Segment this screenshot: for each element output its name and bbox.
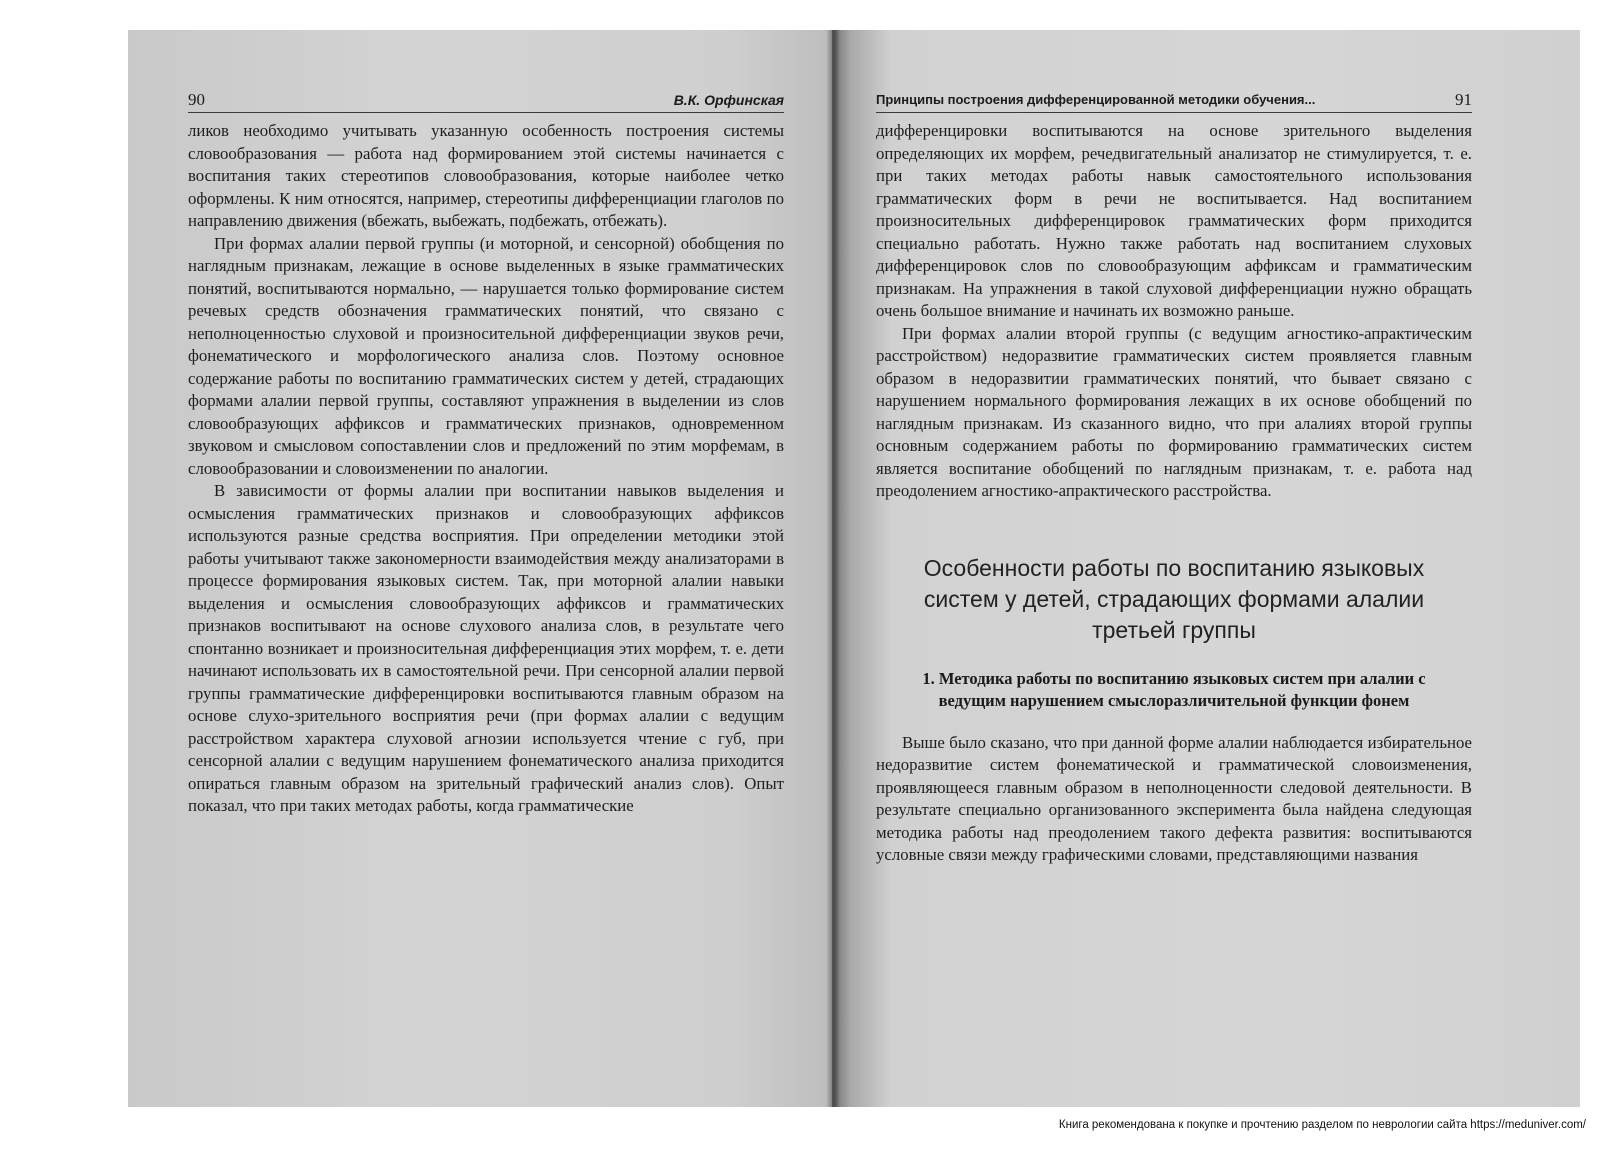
paragraph: При формах алалии первой группы (и моторной, и сенсорной) обобщения по наглядным признакам, лежащие в основе выделенных в языке грамматических понятий, воспитываются нормально, — нарушается только формирование систем речевых средств обозначения грамматических понятий, что связано с неполноценностью слуховой и произносительной дифференциации звуков речи, фонематического и морфологического анализа слов. Поэтому основное содержание работы по воспитанию грамматических систем у детей, страдающих формами алалии первой группы, составляют упражнения в выделении из слов словообразующих аффиксов и грамматических признаков, одновременном звуковом и смысловом сопоставлении слов и предложений по этим морфемам, в словообразовании и словоизменении по аналогии.	[188, 233, 784, 478]
paragraph: При формах алалии второй группы (с ведущим агностико-апрактическим расстройством) недоразвитие грамматических систем проявляется главным образом в недоразвитии грамматических понятий, что бывает связано с нарушением нормального формирования лежащих в их основе обобщений по наглядным признакам. Из сказанного видно, что при алалиях второй группы основным содержанием работы по формированию грамматических систем является воспитание обобщений по наглядным признакам, т. е. работа над преодолением агностико-апрактического расстройства.	[876, 323, 1472, 500]
subsection-title: 1. Методика работы по воспитанию языковых систем при алалии с ведущим нарушением смыслоразличительной функции фонем	[922, 668, 1426, 710]
left-page	[128, 30, 832, 1107]
left-page-number: 90	[188, 90, 205, 109]
right-page	[832, 30, 1580, 1107]
paragraph: дифференцировки воспитываются на основе зрительного выделения определяющих их морфем, речедвигательный анализатор не стимулируется, т. е. при таких методах работы навык самостоятельного использования грамматических форм в речи не воспитывается. Над воспитанием произносительных дифференцировок грамматических форм приходится специально работать. Нужно также работать над воспитанием слуховых дифференцировок слов по словообразующим аффиксам и грамматическим признакам. На упражнения в такой слуховой дифференциации нужно обращать очень большое внимание и начинать их возможно раньше.	[876, 121, 1472, 320]
left-running-head-author: В.К. Орфинская	[673, 92, 784, 108]
paragraph: Выше было сказано, что при данной форме алалии наблюдается избирательное недоразвитие систем фонематической и грамматической словоизменения, проявляющееся главным образом в неполноценности следовой деятельности. В результате специально организованного эксперимента была найдена следующая методика работы над преодолением такого дефекта развития: воспитываются условные связи между графическими словами, представляющими названия	[876, 732, 1472, 864]
right-page-body	[876, 120, 1472, 867]
section-title: Особенности работы по воспитанию языковых систем у детей, страдающих формами алалии третьей группы	[923, 554, 1425, 643]
right-running-head-title: Принципы построения дифференцированной методики обучения...	[876, 92, 1316, 107]
paragraph: ликов необходимо учитывать указанную особенность построения системы словообразования — работа над формированием этой системы начинается с воспитания таких стереотипов словообразования, которые наиболее четко оформлены. К ним относятся, например, стереотипы дифференциации глаголов по направлению движения (вбежать, выбежать, подбежать, отбежать).	[188, 121, 784, 230]
left-page-body	[188, 120, 784, 818]
paragraph: В зависимости от формы алалии при воспитании навыков выделения и осмысления грамматических признаков и словообразующих аффиксов используются разные средства восприятия. При определении методики этой работы учитывают также закономерности взаимодействия между анализаторами в процессе формирования языковых систем. Так, при моторной алалии навыки выделения и осмысления словообразующих аффиксов и грамматических признаков воспитывают на основе слухового анализа слов, в результате чего спонтанно возникает и произносительная дифференциация этих морфем, т. е. дети начинают использовать их в самостоятельной речи. При сенсорной алалии первой группы грамматические дифференцировки воспитываются главным образом на основе слухо-зрительного восприятия речи (при формах алалии с ведущим расстройством характера слуховой агнозии используется чтение с губ, при сенсорной алалии с ведущим нарушением фонематического анализа приходится опираться главным образом на зрительный графический анализ слов). Опыт показал, что при таких методах работы, когда грамматические	[188, 481, 784, 815]
footer-note: Книга рекомендована к покупке и прочтению разделом по неврологии сайта https://meduniver.com/	[1058, 1119, 1586, 1131]
book-spread	[128, 30, 1580, 1107]
book-gutter	[826, 30, 840, 1107]
left-running-head	[188, 90, 784, 113]
right-running-head	[876, 90, 1472, 113]
right-page-number: 91	[1455, 90, 1472, 109]
